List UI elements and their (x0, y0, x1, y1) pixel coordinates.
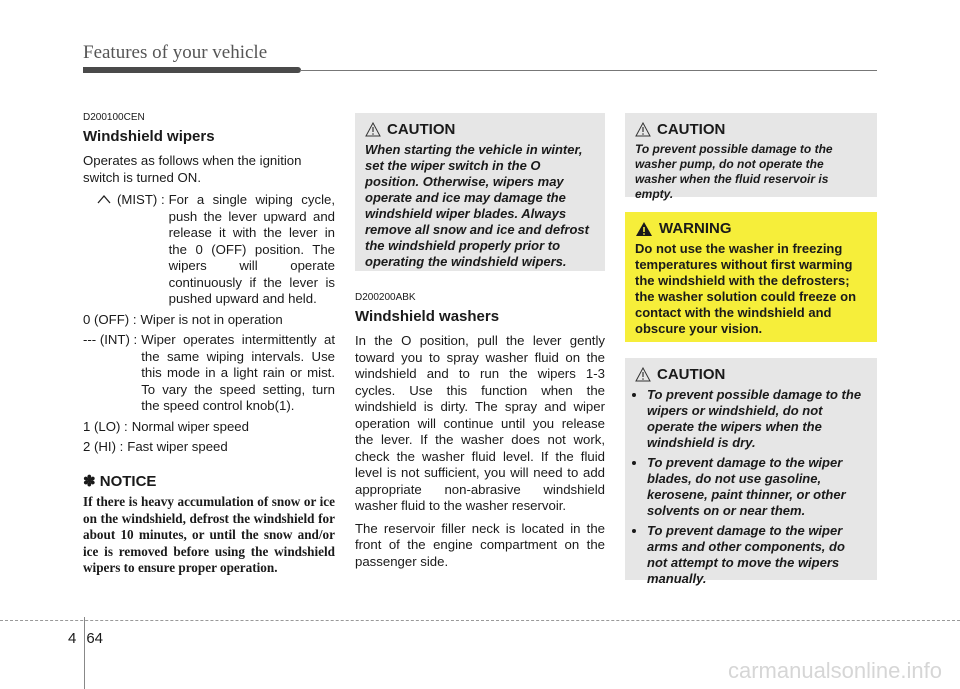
section-title-wipers: Windshield wipers (83, 127, 215, 145)
caution-box-pump (625, 113, 877, 201)
mode-term: 2 (HI) : (83, 439, 124, 454)
warning-triangle-icon (635, 221, 653, 237)
column-washers (355, 290, 605, 576)
mode-desc: Normal wiper speed (131, 418, 249, 434)
mode-hi (83, 439, 335, 456)
footer-divider (84, 617, 85, 689)
page-header-title: Features of your vehicle (83, 42, 268, 63)
caution-triangle-icon (635, 122, 651, 137)
mode-term: 0 (OFF) : (83, 311, 137, 327)
section-code: D200100CEN (83, 112, 145, 123)
caution-title: CAUTION (365, 121, 595, 138)
header-rule (300, 70, 877, 71)
mode-desc: For a single wiping cycle, push the lever upward and release it with the lever in the 0 (OFF) position. The wipers will operate continuously if the lever is pushed upward and held. (168, 192, 335, 306)
washers-paragraph-2: The reservoir filler neck is located in the front of the engine compartment on the passenger side. (355, 520, 605, 569)
caution-list-item: • To prevent possible damage to the wipers or windshield, do not operate the wipers when the windshield is dry. (647, 387, 867, 451)
mode-desc: Fast wiper speed (127, 439, 228, 454)
header-bar (83, 67, 301, 73)
notice-body: If there is heavy accumulation of snow or ice on the windshield, defrost the windshield for about 10 minutes, or until the snow and/or ice is removed before using the windshield wipers to ensure proper operation. (83, 494, 335, 575)
caution-box-winter (355, 113, 605, 271)
mode-term: (MIST) : (83, 192, 169, 308)
section-code: D200200ABK (355, 292, 416, 303)
mode-desc: Wiper operates intermittently at the same wiping intervals. Use this mode in a light rain or mist. To vary the speed setting, turn the speed control knob(1). (141, 332, 335, 413)
mode-int (83, 332, 335, 415)
mode-off (83, 312, 335, 329)
caution-list-item: • To prevent damage to the wiper blades, do not use gasoline, kerosene, paint thinner, or other solvents on or near them. (647, 455, 867, 519)
mode-desc: Wiper is not in operation (140, 311, 283, 327)
page-number (68, 630, 113, 647)
caution-list-item: • To prevent damage to the wiper arms and other components, do not attempt to move the wipers manually. (647, 523, 867, 587)
section-title-washers: Windshield washers (355, 307, 500, 325)
mist-symbol-icon (97, 192, 111, 200)
caution-list (635, 387, 867, 587)
caution-body: To prevent possible damage to the washer pump, do not operate the washer when the fluid reservoir is empty. (635, 142, 833, 201)
mode-term: 1 (LO) : (83, 418, 128, 434)
washers-paragraph-1: In the O position, pull the lever gently toward you to spray washer fluid on the windshield and to run the wipers 1-3 cycles. Use this function when the windshield is dirty. The spray and wiper operation will continue until you release the lever. If the washer does not work, check the washer fluid level. If the fluid level is not sufficient, you will need to add appropriate non-abrasive windshield washer fluid to the washer reservoir. (355, 333, 605, 513)
caution-title: CAUTION (635, 121, 867, 138)
notice-title: ✽ NOTICE (83, 472, 157, 490)
footer-rule (0, 620, 960, 621)
caution-body: When starting the vehicle in winter, set the wiper switch in the O position. Otherwise, wipers may operate and ice may damage the windshield wiper blades. Always remove all snow and ice and defrost the windshield properly prior to operating the windshield wipers. (365, 142, 589, 269)
warning-body: Do not use the washer in freezing temperatures without first warming the windshield with the defrosters; the washer solution could freeze on contact with the windshield and obscure your vision. (635, 241, 857, 336)
wipers-intro: Operates as follows when the ignition switch is turned ON. (83, 153, 302, 185)
caution-box-wipers (625, 358, 877, 586)
caution-title: CAUTION (635, 366, 867, 383)
mode-lo (83, 419, 335, 436)
page-number-value: 64 (86, 630, 104, 647)
mode-term: --- (INT) : (83, 332, 138, 347)
watermark: carmanualsonline.info (727, 658, 942, 683)
warning-box (625, 212, 877, 342)
caution-triangle-icon (365, 122, 381, 137)
column-wipers (83, 110, 335, 577)
mode-mist (83, 192, 335, 308)
caution-triangle-icon (635, 367, 651, 382)
warning-title: WARNING (635, 220, 867, 237)
section-number: 4 (68, 630, 77, 647)
